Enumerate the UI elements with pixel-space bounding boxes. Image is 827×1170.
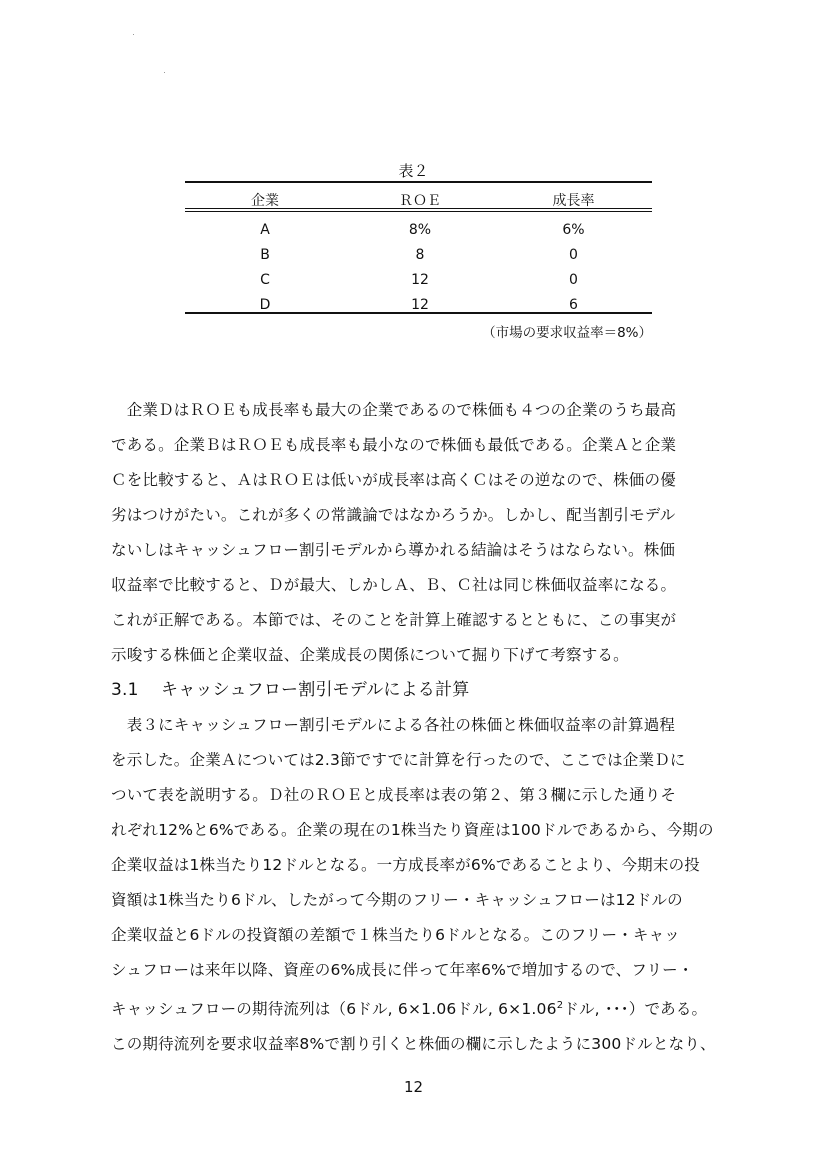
text-line: シュフローは来年以降、資産の6%成長に伴って年率6%で増加するので、フリー・ bbox=[111, 961, 694, 979]
exponent: 2 bbox=[556, 1000, 564, 1011]
paragraph-1 bbox=[111, 393, 733, 673]
text-line: 企業収益と6ドルの投資額の差額で１株当たり6ドルとなる。このフリー・キャッ bbox=[111, 926, 681, 944]
text-line: 企業収益は1株当たり12ドルとなる。一方成長率が6%であることより、今期末の投 bbox=[111, 856, 700, 874]
cell-growth: 0 bbox=[569, 246, 578, 263]
table-caption: 表２ bbox=[398, 162, 429, 180]
text-line-part: キャッシュフローの期待流列は（6ドル, 6×1.06ドル, 6×1.06 bbox=[111, 1000, 557, 1019]
text-line: Ｃを比較すると、ＡはＲＯＥは低いが成長率は高くＣはその逆なので、株価の優 bbox=[111, 471, 676, 489]
text-line: 企業ＤはＲＯＥも成長率も最大の企業であるので株価も４つの企業のうち最高 bbox=[111, 401, 677, 419]
growth-roe-table bbox=[185, 190, 652, 317]
body-text bbox=[111, 393, 733, 1062]
section-heading bbox=[111, 673, 733, 708]
text-line: 示唆する株価と企業収益、企業成長の関係について掘り下げて考察する。 bbox=[111, 646, 629, 664]
text-line: を示した。企業Ａについては2.3節ですでに計算を行ったので、ここでは企業Ｄに bbox=[111, 751, 686, 769]
cell-roe: 8 bbox=[415, 246, 425, 263]
section-number: 3.1 bbox=[111, 680, 139, 700]
cell-company: D bbox=[259, 296, 271, 313]
text-line: 表３にキャッシュフロー割引モデルによる各社の株価と株価収益率の計算過程 bbox=[111, 716, 676, 734]
table-top-rule bbox=[185, 181, 652, 183]
text-line: この期待流列を要求収益率8%で割り引くと株価の欄に示したように300ドルとなり、 bbox=[111, 1035, 716, 1054]
table-row bbox=[185, 213, 652, 242]
paragraph-2 bbox=[111, 708, 733, 1062]
cell-roe: 8% bbox=[408, 221, 432, 238]
table-note: （市場の要求収益率＝8%） bbox=[482, 325, 652, 341]
text-line: れぞれ12%と6%である。企業の現在の1株当たり資産は100ドルであるから、今期の bbox=[111, 821, 714, 839]
text-line-part: ドル, ･･･）である。 bbox=[563, 1000, 708, 1019]
text-line: ないしはキャッシュフロー割引モデルから導かれる結論はそうはならない。株価 bbox=[111, 541, 676, 559]
header-growth-rate: 成長率 bbox=[552, 193, 595, 209]
header-roe: ＲＯＥ bbox=[399, 193, 441, 209]
text-line: 劣はつけがたい。これが多くの常識論ではなかろうか。しかし、配当割引モデル bbox=[111, 506, 676, 524]
scan-speck bbox=[133, 34, 134, 35]
cell-growth: 6 bbox=[569, 296, 578, 313]
table-row bbox=[185, 292, 652, 317]
cell-growth: 6% bbox=[562, 221, 585, 238]
page-number: 12 bbox=[403, 1078, 424, 1096]
cell-company: A bbox=[260, 221, 270, 238]
text-line: ついて表を説明する。Ｄ社のＲＯＥと成長率は表の第２、第３欄に示した通りそ bbox=[111, 786, 677, 804]
cell-roe: 12 bbox=[411, 271, 429, 288]
table-row bbox=[185, 242, 652, 267]
cell-company: B bbox=[260, 246, 270, 263]
table-row bbox=[185, 267, 652, 292]
header-company: 企業 bbox=[251, 193, 279, 209]
text-line: である。企業ＢはＲＯＥも成長率も最小なので株価も最低である。企業Ａと企業 bbox=[111, 436, 677, 454]
text-line: これが正解である。本節では、そのことを計算上確認するとともに、この事実が bbox=[111, 611, 677, 629]
cell-company: C bbox=[260, 271, 270, 288]
scan-speck bbox=[164, 72, 165, 73]
text-line: 収益率で比較すると、Ｄが最大、しかしＡ、Ｂ、Ｃ社は同じ株価収益率になる。 bbox=[111, 576, 677, 594]
cell-growth: 0 bbox=[569, 271, 578, 288]
section-title: キャッシュフロー割引モデルによる計算 bbox=[161, 680, 470, 700]
text-line bbox=[111, 988, 733, 1027]
cell-roe: 12 bbox=[411, 296, 429, 313]
text-line: 資額は1株当たり6ドル、したがって今期のフリー・キャッシュフローは12ドルの bbox=[111, 891, 683, 909]
table-header-row bbox=[185, 190, 652, 213]
